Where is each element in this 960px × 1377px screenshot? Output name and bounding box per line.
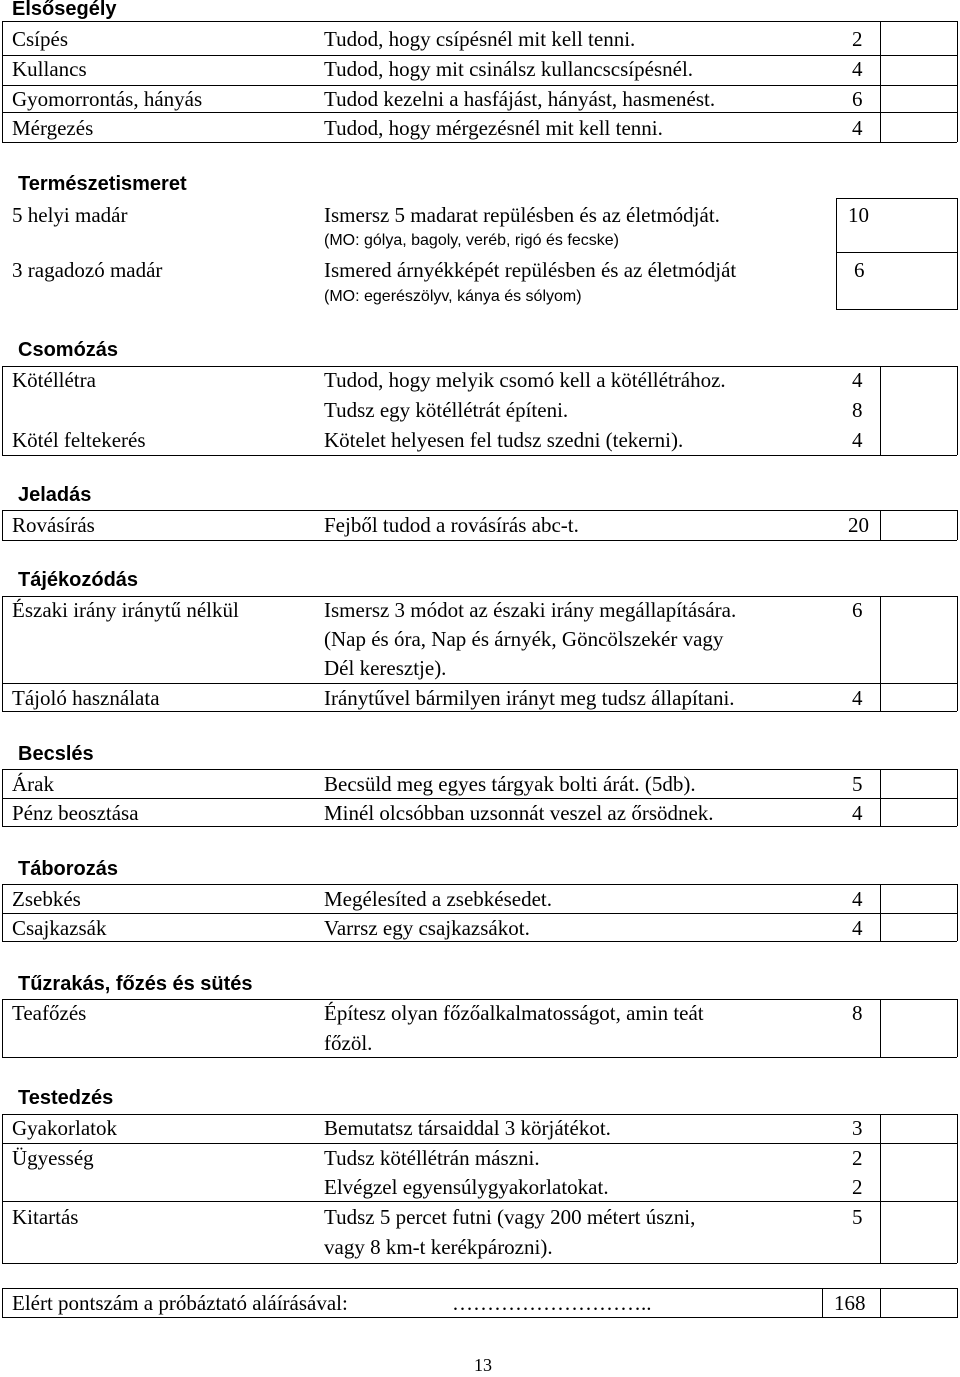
item-points: 4 [852, 686, 863, 710]
item-label: Kötéllétra [12, 368, 96, 392]
item-label: Kullancs [12, 57, 87, 81]
item-description: Ismersz 3 módot az északi irány megállapítására. [324, 598, 737, 622]
item-points: 4 [852, 116, 863, 140]
item-description: Minél olcsóbban uzsonnát veszel az őrsödnek. [324, 801, 714, 825]
item-description: Elvégzel egyensúlygyakorlatokat. [324, 1175, 609, 1199]
item-label: Ügyesség [12, 1146, 94, 1170]
section-title-tajekozodas: Tájékozódás [18, 569, 139, 591]
item-label: Csípés [12, 27, 69, 51]
item-description: Tudsz 5 percet futni (vagy 200 métert úszni, [324, 1205, 696, 1229]
page-number: 13 [474, 1355, 492, 1375]
section-title-becsles: Becslés [18, 743, 94, 765]
item-description: Tudod, hogy mérgezésnél mit kell tenni. [324, 116, 663, 140]
section-title-termeszetismeret: Természetismeret [18, 173, 187, 195]
item-description: Varrsz egy csajkazsákot. [324, 916, 530, 940]
item-description: Bemutatsz társaiddal 3 körjátékot. [324, 1116, 611, 1140]
item-points: 20 [848, 513, 869, 537]
item-note: (MO: gólya, bagoly, veréb, rigó és fecske) [324, 232, 619, 249]
item-description: Tudod, hogy csípésnél mit kell tenni. [324, 27, 636, 51]
item-points: 2 [852, 1175, 863, 1199]
item-description-line2: vagy 8 km-t kerékpározni). [324, 1235, 553, 1259]
item-description: Fejből tudod a rovásírás abc-t. [324, 513, 579, 537]
item-description: Tudod, hogy melyik csomó kell a kötéllétrához. [324, 368, 726, 392]
item-label: Kötél feltekerés [12, 428, 146, 452]
item-points: 6 [854, 258, 865, 282]
item-points: 2 [852, 1146, 863, 1170]
section-title-tuzrakas: Tűzrakás, főzés és sütés [18, 973, 253, 995]
item-note: (MO: egerészölyv, kánya és sólyom) [324, 288, 582, 305]
item-points: 4 [852, 368, 863, 392]
item-label: 3 ragadozó madár [12, 258, 163, 282]
item-points: 5 [852, 1205, 863, 1229]
item-points: 8 [852, 398, 863, 422]
item-label: Csajkazsák [12, 916, 107, 940]
item-points: 4 [852, 887, 863, 911]
total-score-label: Elért pontszám a próbáztató aláírásával: [12, 1291, 348, 1315]
section-title-jeladas: Jeladás [18, 484, 92, 506]
item-description-line2: főzöl. [324, 1031, 373, 1055]
item-points: 4 [852, 916, 863, 940]
section-title-elsosegely: Elsősegély [12, 0, 117, 20]
item-label: Mérgezés [12, 116, 94, 140]
item-points: 4 [852, 801, 863, 825]
item-label: Árak [12, 772, 54, 796]
item-points: 3 [852, 1116, 863, 1140]
item-description: Tudsz kötéllétrán mászni. [324, 1146, 540, 1170]
signature-line: ……………………….. [452, 1291, 652, 1315]
item-points: 6 [852, 598, 863, 622]
item-label: Zsebkés [12, 887, 81, 911]
item-points: 10 [848, 203, 869, 227]
item-description-line2: (Nap és óra, Nap és árnyék, Göncölszekér vagy [324, 627, 724, 651]
item-label: Kitartás [12, 1205, 79, 1229]
item-points: 4 [852, 57, 863, 81]
item-description: Tudod, hogy mit csinálsz kullancscsípésnél. [324, 57, 694, 81]
item-points: 5 [852, 772, 863, 796]
item-points: 6 [852, 87, 863, 111]
item-label: 5 helyi madár [12, 203, 128, 227]
item-points: 8 [852, 1001, 863, 1025]
item-label: Gyomorrontás, hányás [12, 87, 203, 111]
item-description: Iránytűvel bármilyen irányt meg tudsz állapítani. [324, 686, 735, 710]
item-description: Építesz olyan főzőalkalmatosságot, amin teát [324, 1001, 704, 1025]
item-description: Ismered árnyékképét repülésben és az életmódját [324, 258, 737, 282]
item-description: Kötelet helyesen fel tudsz szedni (tekerni). [324, 428, 684, 452]
item-label: Teafőzés [12, 1001, 87, 1025]
item-description-line3: Dél keresztje). [324, 656, 447, 680]
item-description: Becsüld meg egyes tárgyak bolti árát. (5db). [324, 772, 696, 796]
total-score-value: 168 [834, 1291, 866, 1315]
section-title-csomozas: Csomózás [18, 339, 119, 361]
item-label: Északi irány iránytű nélkül [12, 598, 239, 622]
item-description: Tudod kezelni a hasfájást, hányást, hasmenést. [324, 87, 716, 111]
item-description: Ismersz 5 madarat repülésben és az életmódját. [324, 203, 720, 227]
item-description: Tudsz egy kötéllétrát építeni. [324, 398, 569, 422]
item-label: Rovásírás [12, 513, 95, 537]
section-title-testedzes: Testedzés [18, 1087, 114, 1109]
item-label: Gyakorlatok [12, 1116, 117, 1140]
item-label: Tájoló használata [12, 686, 160, 710]
item-points: 2 [852, 27, 863, 51]
item-description: Megélesíted a zsebkésedet. [324, 887, 552, 911]
section-title-taborozas: Táborozás [18, 858, 119, 880]
item-points: 4 [852, 428, 863, 452]
item-label: Pénz beosztása [12, 801, 139, 825]
